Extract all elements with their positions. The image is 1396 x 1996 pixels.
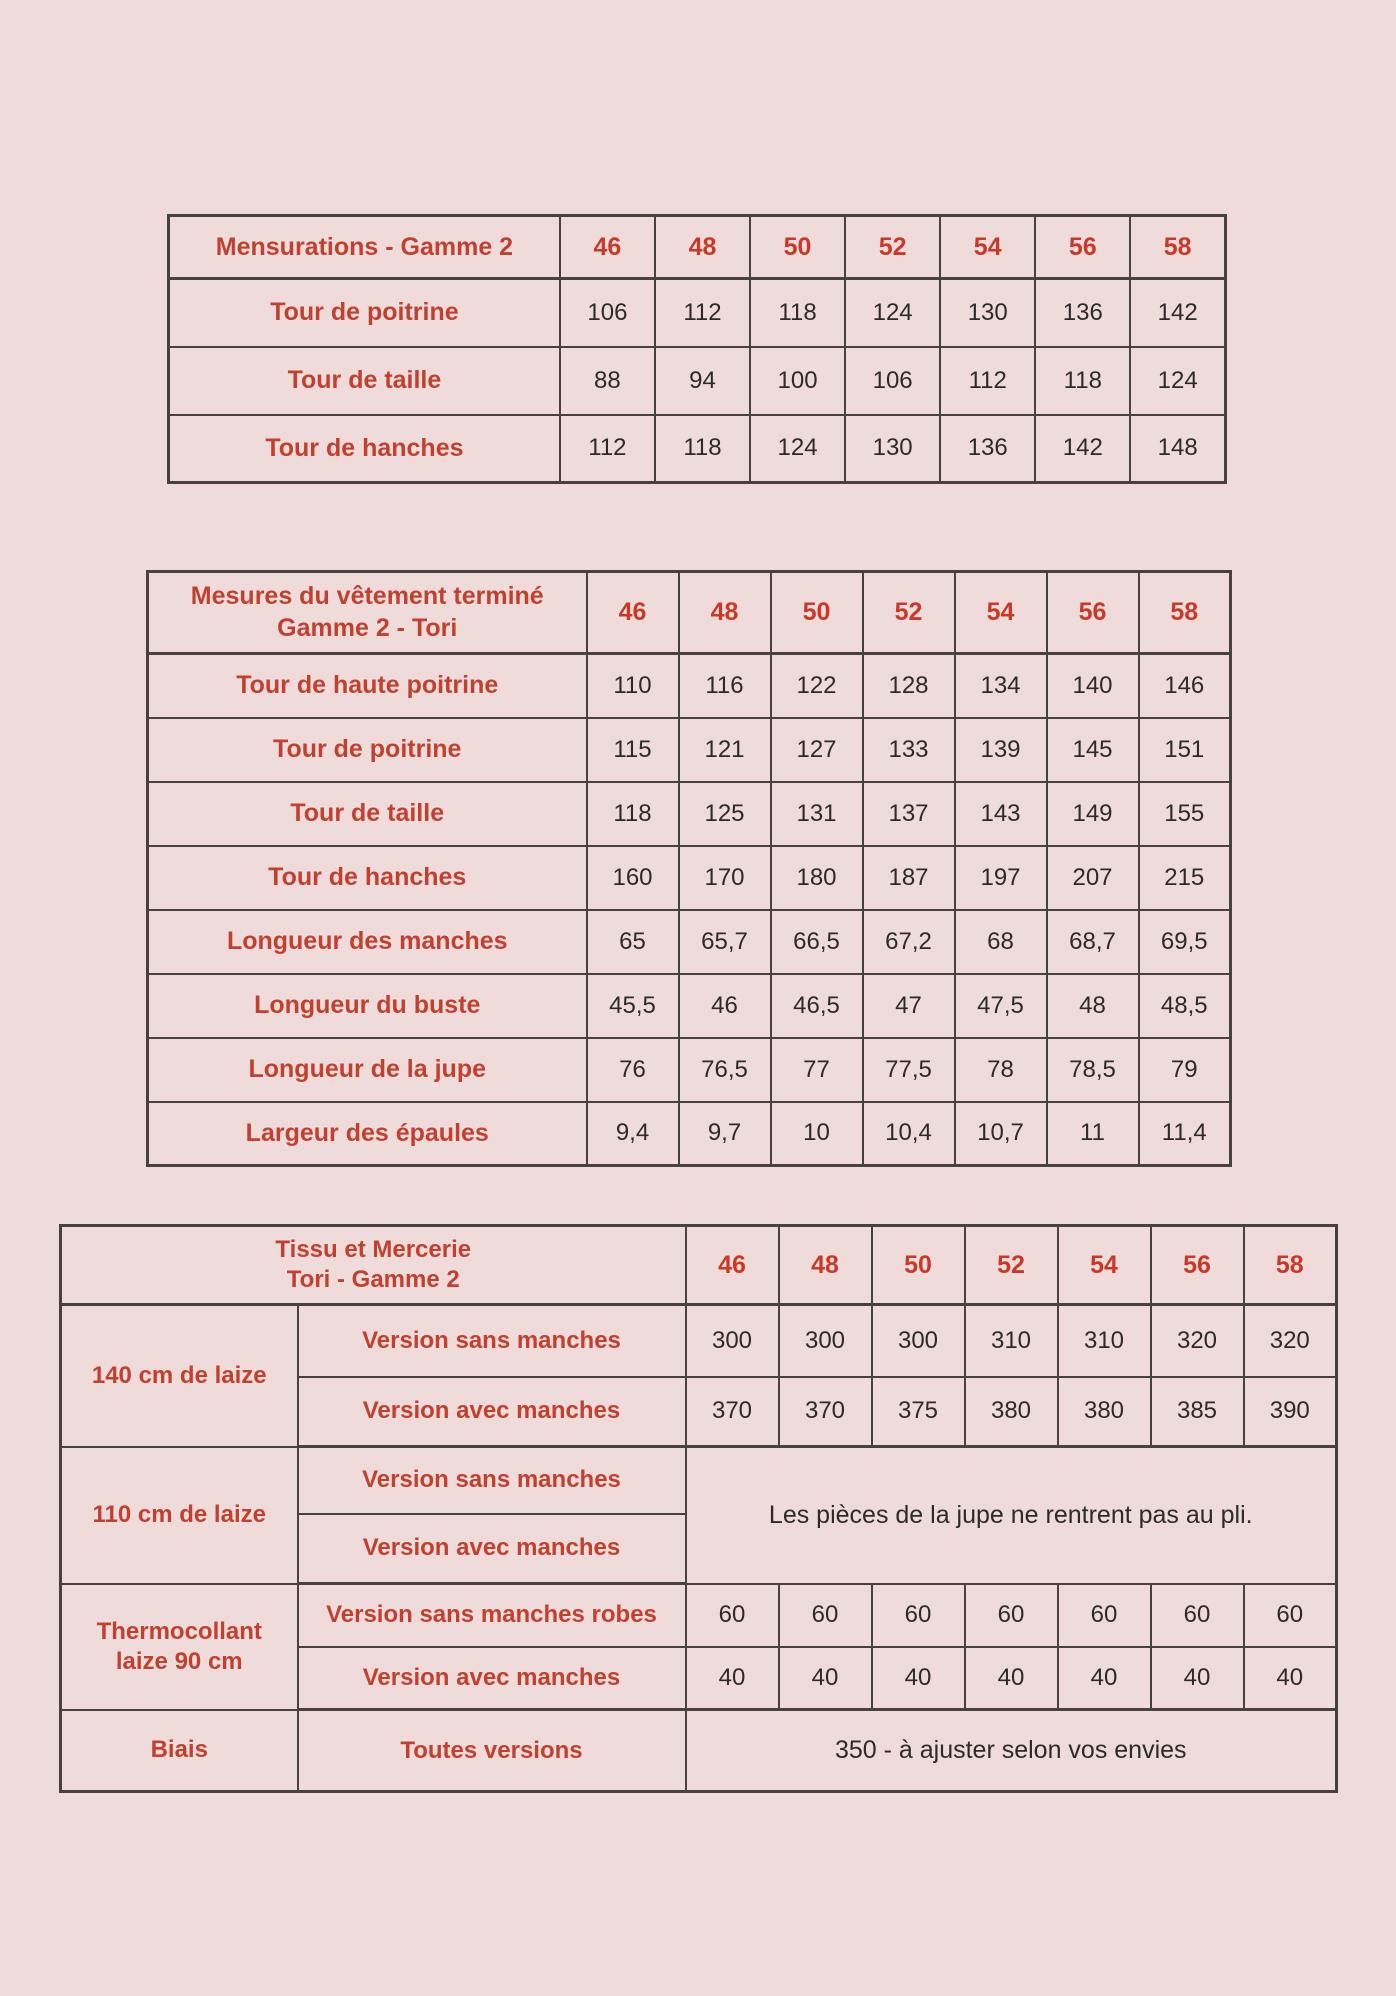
value-cell: 11 (1047, 1102, 1139, 1166)
value-cell: 170 (679, 846, 771, 910)
value-cell: 110 (587, 654, 679, 718)
size-column-header: 58 (1244, 1226, 1337, 1305)
size-column-header: 46 (560, 216, 655, 279)
value-cell: 40 (965, 1647, 1058, 1710)
table-row (148, 1038, 1231, 1102)
value-cell: 380 (1058, 1377, 1151, 1447)
table3-title-line2: Tori - Gamme 2 (286, 1266, 460, 1293)
value-cell: 48 (1047, 974, 1139, 1038)
value-cell: 390 (1244, 1377, 1337, 1447)
value-cell: 69,5 (1139, 910, 1231, 974)
size-column-header: 54 (940, 216, 1035, 279)
value-cell: 142 (1130, 279, 1225, 347)
row-label: Toutes versions (298, 1710, 686, 1792)
value-cell: 118 (1035, 347, 1130, 415)
value-cell: 45,5 (587, 974, 679, 1038)
row-label: Tour de taille (148, 782, 587, 846)
value-cell: 130 (845, 415, 940, 483)
value-cell: 60 (779, 1584, 872, 1647)
value-cell: 60 (872, 1584, 965, 1647)
group-label-thermocollant-line2: laize 90 cm (115, 1647, 243, 1675)
value-cell: 320 (1244, 1305, 1337, 1377)
value-cell: 140 (1047, 654, 1139, 718)
value-cell: 300 (779, 1305, 872, 1377)
value-cell: 180 (771, 846, 863, 910)
table2-title-line2: Gamme 2 - Tori (277, 613, 458, 642)
value-cell: 10 (771, 1102, 863, 1166)
value-cell: 60 (965, 1584, 1058, 1647)
value-cell: 112 (655, 279, 750, 347)
value-cell: 60 (1151, 1584, 1244, 1647)
value-cell: 106 (845, 347, 940, 415)
value-cell: 160 (587, 846, 679, 910)
value-cell: 112 (560, 415, 655, 483)
value-cell: 68 (955, 910, 1047, 974)
row-label: Tour de poitrine (169, 279, 560, 347)
row-label: Longueur des manches (148, 910, 587, 974)
table3-title-line1: Tissu et Mercerie (275, 1236, 472, 1263)
table2-title (148, 572, 587, 654)
value-cell: 65 (587, 910, 679, 974)
value-cell: 300 (872, 1305, 965, 1377)
value-cell: 115 (587, 718, 679, 782)
value-cell: 151 (1139, 718, 1231, 782)
value-cell: 300 (686, 1305, 779, 1377)
table-row (169, 279, 1226, 347)
value-cell: 40 (1151, 1647, 1244, 1710)
size-column-header: 54 (955, 572, 1047, 654)
value-cell: 78,5 (1047, 1038, 1139, 1102)
table-header-row (148, 572, 1231, 654)
group-label-110cm: 110 cm de laize (61, 1447, 298, 1584)
table-row (148, 654, 1231, 718)
value-cell: 148 (1130, 415, 1225, 483)
value-cell: 47,5 (955, 974, 1047, 1038)
value-cell: 155 (1139, 782, 1231, 846)
size-column-header: 54 (1058, 1226, 1151, 1305)
value-cell: 40 (1058, 1647, 1151, 1710)
size-column-header: 56 (1035, 216, 1130, 279)
value-cell: 380 (965, 1377, 1058, 1447)
no-fold-note: Les pièces de la jupe ne rentrent pas au pli. (686, 1447, 1337, 1584)
value-cell: 11,4 (1139, 1102, 1231, 1166)
group-label-thermocollant (61, 1584, 298, 1710)
value-cell: 46 (679, 974, 771, 1038)
size-column-header: 58 (1139, 572, 1231, 654)
value-cell: 146 (1139, 654, 1231, 718)
value-cell: 112 (940, 347, 1035, 415)
value-cell: 40 (872, 1647, 965, 1710)
fabric-notions-table (59, 1224, 1338, 1793)
value-cell: 124 (845, 279, 940, 347)
value-cell: 46,5 (771, 974, 863, 1038)
value-cell: 118 (655, 415, 750, 483)
value-cell: 76,5 (679, 1038, 771, 1102)
value-cell: 116 (679, 654, 771, 718)
table-row (169, 347, 1226, 415)
value-cell: 207 (1047, 846, 1139, 910)
row-label: Version avec manches (298, 1514, 686, 1584)
value-cell: 137 (863, 782, 955, 846)
value-cell: 60 (1244, 1584, 1337, 1647)
table-header-row (61, 1226, 1337, 1305)
value-cell: 79 (1139, 1038, 1231, 1102)
value-cell: 133 (863, 718, 955, 782)
table3-title (61, 1226, 686, 1305)
table-row (148, 782, 1231, 846)
value-cell: 142 (1035, 415, 1130, 483)
row-label: Tour de haute poitrine (148, 654, 587, 718)
value-cell: 124 (750, 415, 845, 483)
mensurations-table (167, 214, 1227, 484)
row-label: Longueur de la jupe (148, 1038, 587, 1102)
value-cell: 10,7 (955, 1102, 1047, 1166)
table1-title: Mensurations - Gamme 2 (169, 216, 560, 279)
value-cell: 40 (1244, 1647, 1337, 1710)
size-column-header: 50 (771, 572, 863, 654)
value-cell: 320 (1151, 1305, 1244, 1377)
value-cell: 370 (686, 1377, 779, 1447)
row-label: Version sans manches robes (298, 1584, 686, 1647)
value-cell: 10,4 (863, 1102, 955, 1166)
value-cell: 40 (779, 1647, 872, 1710)
table-row (61, 1710, 1337, 1792)
value-cell: 118 (587, 782, 679, 846)
value-cell: 40 (686, 1647, 779, 1710)
row-label: Version sans manches (298, 1305, 686, 1377)
group-label-140cm: 140 cm de laize (61, 1305, 298, 1447)
size-column-header: 48 (655, 216, 750, 279)
row-label: Tour de hanches (148, 846, 587, 910)
value-cell: 121 (679, 718, 771, 782)
size-column-header: 46 (587, 572, 679, 654)
row-label: Tour de hanches (169, 415, 560, 483)
table-row (169, 415, 1226, 483)
row-label: Tour de taille (169, 347, 560, 415)
value-cell: 60 (686, 1584, 779, 1647)
value-cell: 78 (955, 1038, 1047, 1102)
value-cell: 60 (1058, 1584, 1151, 1647)
size-column-header: 52 (965, 1226, 1058, 1305)
table2-title-line1: Mesures du vêtement terminé (190, 582, 544, 611)
value-cell: 145 (1047, 718, 1139, 782)
value-cell: 127 (771, 718, 863, 782)
value-cell: 48,5 (1139, 974, 1231, 1038)
value-cell: 88 (560, 347, 655, 415)
size-column-header: 48 (679, 572, 771, 654)
value-cell: 47 (863, 974, 955, 1038)
size-column-header: 50 (750, 216, 845, 279)
value-cell: 77 (771, 1038, 863, 1102)
size-column-header: 56 (1047, 572, 1139, 654)
table-row (148, 1102, 1231, 1166)
size-column-header: 56 (1151, 1226, 1244, 1305)
row-label: Tour de poitrine (148, 718, 587, 782)
value-cell: 76 (587, 1038, 679, 1102)
table-header-row (169, 216, 1226, 279)
value-cell: 385 (1151, 1377, 1244, 1447)
value-cell: 134 (955, 654, 1047, 718)
row-label: Largeur des épaules (148, 1102, 587, 1166)
value-cell: 130 (940, 279, 1035, 347)
size-column-header: 52 (845, 216, 940, 279)
value-cell: 9,4 (587, 1102, 679, 1166)
size-column-header: 52 (863, 572, 955, 654)
size-column-header: 50 (872, 1226, 965, 1305)
table-row (148, 974, 1231, 1038)
value-cell: 215 (1139, 846, 1231, 910)
value-cell: 124 (1130, 347, 1225, 415)
value-cell: 9,7 (679, 1102, 771, 1166)
value-cell: 143 (955, 782, 1047, 846)
table-row (148, 910, 1231, 974)
value-cell: 77,5 (863, 1038, 955, 1102)
value-cell: 100 (750, 347, 845, 415)
size-column-header: 46 (686, 1226, 779, 1305)
value-cell: 122 (771, 654, 863, 718)
value-cell: 118 (750, 279, 845, 347)
table-row (61, 1584, 1337, 1647)
row-label: Version avec manches (298, 1647, 686, 1710)
value-cell: 375 (872, 1377, 965, 1447)
value-cell: 139 (955, 718, 1047, 782)
value-cell: 136 (1035, 279, 1130, 347)
value-cell: 370 (779, 1377, 872, 1447)
value-cell: 67,2 (863, 910, 955, 974)
value-cell: 65,7 (679, 910, 771, 974)
value-cell: 66,5 (771, 910, 863, 974)
value-cell: 125 (679, 782, 771, 846)
row-label: Version sans manches (298, 1447, 686, 1514)
value-cell: 136 (940, 415, 1035, 483)
row-label: Longueur du buste (148, 974, 587, 1038)
finished-garment-table (146, 570, 1232, 1167)
value-cell: 197 (955, 846, 1047, 910)
row-label: Version avec manches (298, 1377, 686, 1447)
group-label-thermocollant-line1: Thermocollant (96, 1617, 262, 1645)
value-cell: 310 (1058, 1305, 1151, 1377)
value-cell: 68,7 (1047, 910, 1139, 974)
value-cell: 106 (560, 279, 655, 347)
group-label-biais: Biais (61, 1710, 298, 1792)
value-cell: 128 (863, 654, 955, 718)
value-cell: 187 (863, 846, 955, 910)
value-cell: 131 (771, 782, 863, 846)
value-cell: 149 (1047, 782, 1139, 846)
table-row (61, 1305, 1337, 1377)
size-column-header: 48 (779, 1226, 872, 1305)
size-column-header: 58 (1130, 216, 1225, 279)
biais-note: 350 - à ajuster selon vos envies (686, 1710, 1337, 1792)
table-row (148, 846, 1231, 910)
value-cell: 94 (655, 347, 750, 415)
table-row (61, 1447, 1337, 1514)
table-row (148, 718, 1231, 782)
value-cell: 310 (965, 1305, 1058, 1377)
